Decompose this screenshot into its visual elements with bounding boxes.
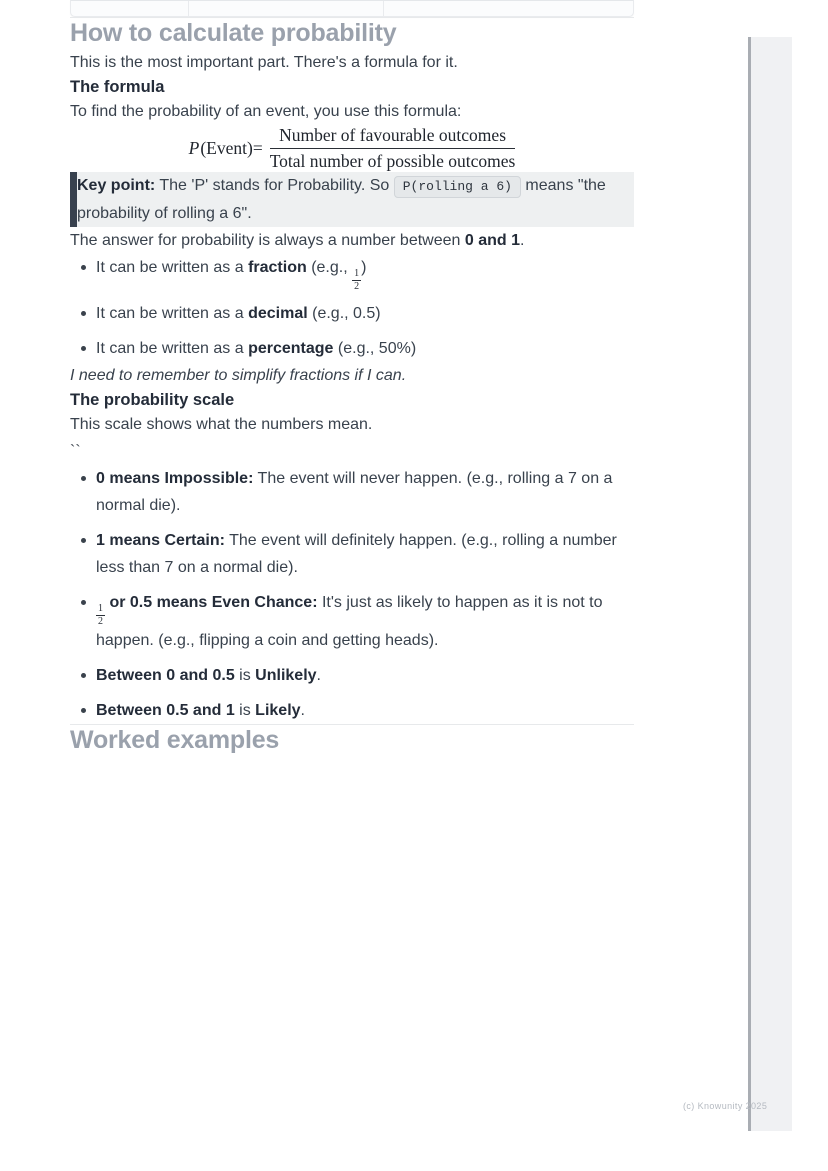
knowunity-watermark: (c) Knowunity 2025	[683, 1101, 768, 1111]
document-page	[70, 0, 634, 756]
code-chip-p-rolling-a-6: P(rolling a 6)	[394, 176, 521, 198]
intro-paragraph: This is the most important part. There's a formula for it.	[70, 54, 458, 71]
next-page-edge	[748, 37, 792, 1131]
section-heading-how-to-calculate: How to calculate probability	[70, 19, 397, 47]
formula-fraction	[270, 125, 516, 172]
table-cell	[383, 1, 633, 16]
written-forms-list	[70, 254, 634, 362]
list-item: Between 0 and 0.5 is Unlikely.	[96, 662, 634, 689]
list-item: 1 means Certain: The event will definitely happen. (e.g., rolling a number less than 7 on a normal die).	[96, 527, 634, 581]
probability-formula	[70, 125, 634, 172]
range-paragraph: The answer for probability is always a number between 0 and 1.	[70, 232, 525, 249]
one-half-fraction: $\frac{1}{2}$	[98, 603, 103, 627]
formula-numerator: Number of favourable outcomes	[270, 125, 516, 149]
table-cell	[188, 1, 383, 16]
list-item: It can be written as a percentage (e.g., 50%)	[96, 335, 634, 362]
subheading-probability-scale: The probability scale	[70, 391, 235, 409]
list-item: $\frac{1}{2}$ or 0.5 means Even Chance: It's just as likely to happen as it is not to happen. (e.g., flipping a coin and getting heads).	[96, 589, 634, 654]
list-item: It can be written as a fraction (e.g., $\frac{1}{2}$ )	[96, 254, 634, 292]
list-item: It can be written as a decimal (e.g., 0.5)	[96, 300, 634, 327]
formula-p-symbol: P	[188, 138, 200, 158]
formula-lead-paragraph: To find the probability of an event, you use this formula:	[70, 103, 462, 120]
list-item: Between 0.5 and 1 is Likely.	[96, 697, 634, 724]
reminder-note-italic: I need to remember to simplify fractions if I can.	[70, 367, 407, 384]
scale-lead-paragraph: This scale shows what the numbers mean.	[70, 416, 373, 433]
probability-scale-list	[70, 465, 634, 724]
key-point-text: Key point: The 'P' stands for Probability. So P(rolling a 6) means "the probability of rolling a 6".	[77, 177, 606, 222]
section-heading-worked-examples: Worked examples	[70, 726, 280, 754]
key-point-label: Key point:	[77, 177, 156, 194]
one-half-fraction: $\frac{1}{2}$	[354, 268, 360, 292]
stray-backticks: ``	[70, 443, 81, 460]
table-fragment-bottom-row	[70, 0, 634, 17]
formula-equals: =	[252, 138, 263, 158]
formula-denominator: Total number of possible outcomes	[269, 151, 516, 171]
formula-event: (Event)	[200, 138, 253, 158]
subheading-the-formula: The formula	[70, 78, 165, 96]
list-item: 0 means Impossible: The event will never happen. (e.g., rolling a 7 on a normal die).	[96, 465, 634, 519]
table-cell	[71, 1, 188, 16]
key-point-callout	[70, 172, 634, 227]
